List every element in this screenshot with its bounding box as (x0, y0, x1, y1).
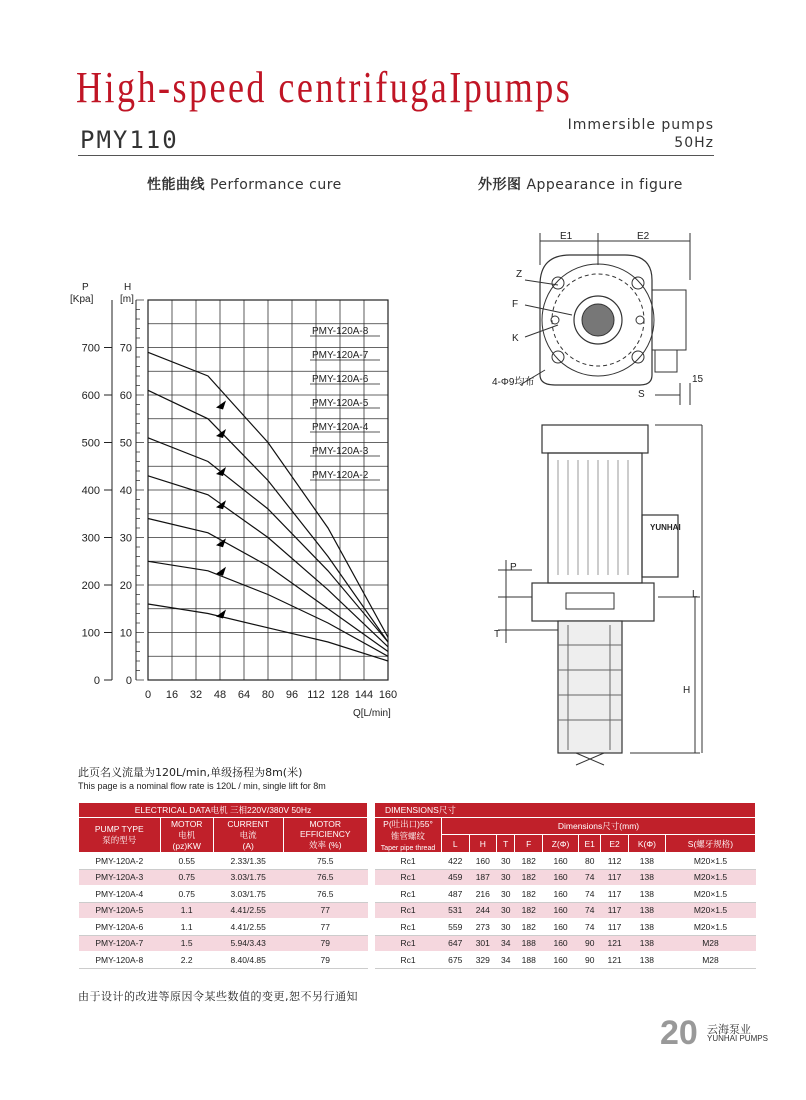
performance-title-en: Performance cure (209, 177, 342, 193)
table-cell: 74 (579, 886, 601, 903)
table-cell: 647 (442, 935, 470, 952)
col-current: CURRENT 电流 (A) (213, 818, 283, 853)
table-cell: M20×1.5 (665, 853, 755, 870)
y-axis-label-p-unit: [Kpa] (70, 294, 94, 305)
table-cell: 112 (601, 853, 629, 870)
dim-label-f: F (512, 299, 519, 310)
y-tick-label-p: 200 (81, 580, 100, 592)
dim-label-t: T (494, 629, 501, 640)
y-tick-label-h: 30 (119, 532, 132, 545)
y-tick-label-h: 60 (119, 390, 132, 402)
y-tick-label-h: 50 (119, 437, 132, 450)
table-cell: 160 (542, 935, 578, 952)
x-tick-label: 112 (307, 689, 325, 701)
table-cell: 74 (579, 919, 601, 936)
table-cell: PMY-120A-3 (79, 869, 161, 886)
table-row (375, 952, 756, 969)
table-cell: M20×1.5 (665, 919, 755, 936)
electrical-table-header-row (79, 818, 368, 853)
dimensions-header: Dimensions尺寸(mm) (442, 818, 756, 835)
performance-chart (70, 280, 410, 720)
table-cell: 1.1 (160, 902, 213, 919)
table-cell: PMY-120A-2 (79, 853, 161, 870)
table-cell: PMY-120A-8 (79, 952, 161, 969)
table-cell: 74 (579, 869, 601, 886)
y-tick-label-p: 500 (81, 437, 100, 450)
table-cell: 1.5 (160, 935, 213, 952)
brand-name-cn: 云海泵业 (707, 1023, 751, 1036)
table-cell: 459 (442, 869, 470, 886)
brand-name-en: YUNHAI PUMPS (707, 1034, 768, 1043)
table-cell: 301 (469, 935, 497, 952)
table-cell: 3.03/1.75 (213, 869, 283, 886)
dimension-column-header: E2 (601, 835, 629, 853)
subtitle-frequency: 50Hz (674, 135, 714, 151)
appearance-title-en: Appearance in figure (526, 177, 683, 193)
x-tick-label: 48 (213, 689, 227, 701)
appearance-drawing (480, 225, 720, 785)
performance-section-title (147, 174, 342, 194)
y-tick-label-p: 400 (81, 485, 100, 497)
table-cell: 117 (601, 869, 629, 886)
dim-label-holes: 4-Φ9均布 (492, 377, 535, 388)
table-row (375, 919, 756, 936)
x-tick-label: 144 (354, 689, 374, 701)
x-tick-label: 80 (261, 689, 275, 701)
table-cell: 74 (579, 902, 601, 919)
table-cell: Rc1 (375, 952, 442, 969)
table-cell: 0.55 (160, 853, 213, 870)
dim-label-p: P (510, 562, 517, 573)
table-cell: 138 (628, 952, 665, 969)
y-axis-label-h-unit: [m] (120, 294, 134, 305)
col-pump-type: PUMP TYPE 泵的型号 (79, 818, 161, 853)
table-cell: 1.1 (160, 919, 213, 936)
x-tick-label: 64 (237, 689, 251, 701)
y-tick-label-p: 0 (93, 675, 100, 687)
motor-brand-label: YUNHAI (650, 523, 681, 532)
table-cell: 187 (469, 869, 497, 886)
table-cell: 138 (628, 935, 665, 952)
y-axis-label-p-top: P (82, 282, 89, 293)
table-cell: 34 (497, 935, 515, 952)
table-cell: 79 (283, 935, 367, 952)
y-tick-label-p: 600 (81, 390, 100, 402)
table-cell: 90 (579, 952, 601, 969)
table-cell: 30 (497, 869, 515, 886)
table-cell: 80 (579, 853, 601, 870)
appearance-title-cn: 外形图 (478, 177, 522, 193)
rated-point-arrow (216, 401, 226, 410)
col-efficiency: MOTOR EFFICIENCY 效率 (%) (283, 818, 367, 853)
appearance-section-title (478, 174, 683, 194)
table-cell: Rc1 (375, 919, 442, 936)
table-row (375, 886, 756, 903)
dimensions-table (374, 802, 756, 969)
table-cell: 182 (515, 919, 543, 936)
dim-label-h: H (683, 685, 691, 696)
table-cell: 4.41/2.55 (213, 919, 283, 936)
series-label: PMY-120A-6 (312, 374, 369, 385)
table-cell: 559 (442, 919, 470, 936)
table-cell: 422 (442, 853, 470, 870)
table-cell: 0.75 (160, 869, 213, 886)
table-cell: 121 (601, 952, 629, 969)
y-tick-label-h: 10 (119, 627, 132, 640)
table-cell: 5.94/3.43 (213, 935, 283, 952)
table-cell: 117 (601, 902, 629, 919)
table-cell: 182 (515, 886, 543, 903)
table-row (375, 853, 756, 870)
table-cell: 182 (515, 853, 543, 870)
dimensions-table-title: DIMENSIONS尺寸 (375, 803, 756, 818)
table-cell: 160 (542, 886, 578, 903)
table-cell: 76.5 (283, 886, 367, 903)
dim-label-e1: E1 (560, 231, 573, 242)
table-cell: 30 (497, 902, 515, 919)
table-row (375, 869, 756, 886)
dimension-column-header: K(Φ) (628, 835, 665, 853)
y-tick-label-p: 700 (81, 342, 100, 355)
dim-label-z: Z (516, 269, 523, 280)
table-cell: 90 (579, 935, 601, 952)
y-tick-label-p: 300 (81, 532, 100, 545)
col-motor: MOTOR 电机 (pz)KW (160, 818, 213, 853)
electrical-data-table (78, 802, 368, 969)
dimensions-table-header-row (375, 818, 756, 835)
table-cell: 76.5 (283, 869, 367, 886)
dimension-column-header: L (442, 835, 470, 853)
x-tick-label: 32 (189, 689, 203, 701)
dim-label-15: 15 (692, 374, 704, 385)
table-cell: 2.2 (160, 952, 213, 969)
dimension-column-header: Z(Φ) (542, 835, 578, 853)
table-cell: M20×1.5 (665, 869, 755, 886)
table-row (375, 902, 756, 919)
table-cell: 188 (515, 935, 543, 952)
y-tick-label-h: 70 (119, 342, 132, 355)
table-cell: 75.5 (283, 853, 367, 870)
series-label: PMY-120A-7 (312, 350, 369, 361)
table-cell: M20×1.5 (665, 886, 755, 903)
model-number: PMY110 (80, 126, 179, 154)
table-cell: 182 (515, 869, 543, 886)
x-tick-label: 16 (165, 689, 179, 701)
rated-point-arrow (216, 429, 226, 438)
dimension-column-header: H (469, 835, 497, 853)
table-cell: 487 (442, 886, 470, 903)
dimension-column-header: T (497, 835, 515, 853)
table-cell: 160 (542, 919, 578, 936)
table-cell: PMY-120A-6 (79, 919, 161, 936)
y-axis-label-h-top: H (124, 282, 132, 293)
table-cell: 273 (469, 919, 497, 936)
table-row (79, 919, 368, 936)
table-row (79, 869, 368, 886)
table-cell: 121 (601, 935, 629, 952)
table-cell: PMY-120A-5 (79, 902, 161, 919)
table-cell: 117 (601, 919, 629, 936)
table-cell: 531 (442, 902, 470, 919)
y-tick-label-h: 40 (119, 485, 132, 497)
x-axis-label: Q[L/min] (353, 708, 391, 719)
page-title: High-speed centrifugaIpumps (76, 63, 573, 112)
table-cell: 138 (628, 853, 665, 870)
series-label: PMY-120A-3 (312, 446, 369, 457)
y-tick-label-h: 20 (119, 580, 132, 592)
series-label: PMY-120A-5 (312, 398, 369, 409)
table-cell: 160 (542, 952, 578, 969)
table-cell: Rc1 (375, 902, 442, 919)
table-cell: 77 (283, 919, 367, 936)
col-taper-thread: P(吐出口)55° 锥管螺纹 Taper pipe thread (375, 818, 442, 853)
table-cell: 329 (469, 952, 497, 969)
table-cell: Rc1 (375, 853, 442, 870)
table-cell: 30 (497, 886, 515, 903)
note-chinese: 此页名义流量为120L/min,单级扬程为8m(米) (78, 766, 303, 779)
table-row (79, 886, 368, 903)
table-cell: 138 (628, 919, 665, 936)
table-row (375, 935, 756, 952)
table-cell: 30 (497, 919, 515, 936)
table-cell: 244 (469, 902, 497, 919)
dim-label-e2: E2 (637, 231, 650, 242)
table-cell: PMY-120A-4 (79, 886, 161, 903)
table-cell: PMY-120A-7 (79, 935, 161, 952)
subtitle-pump-type: Immersible pumps (567, 117, 714, 133)
x-tick-label: 160 (378, 689, 398, 701)
x-tick-label: 128 (330, 689, 350, 701)
header-rule (78, 155, 714, 156)
electrical-table-title-row (79, 803, 368, 818)
note-english: This page is a nominal flow rate is 120L / min, single lift for 8m (78, 781, 326, 791)
table-row (79, 853, 368, 870)
dimension-column-header: S(螺牙规格) (665, 835, 755, 853)
table-cell: 138 (628, 902, 665, 919)
electrical-table-title: ELECTRICAL DATA电机 三相220V/380V 50Hz (79, 803, 368, 818)
table-cell: 160 (542, 902, 578, 919)
table-row (79, 902, 368, 919)
y-tick-label-p: 100 (81, 627, 100, 640)
table-cell: 4.41/2.55 (213, 902, 283, 919)
series-label: PMY-120A-8 (312, 326, 369, 337)
footer-disclaimer: 由于设计的改进等原因令某些数值的变更,恕不另行通知 (78, 990, 358, 1003)
x-tick-label: 96 (285, 689, 299, 701)
table-cell: 3.03/1.75 (213, 886, 283, 903)
table-cell: 79 (283, 952, 367, 969)
series-label: PMY-120A-4 (312, 422, 369, 433)
table-cell: 117 (601, 886, 629, 903)
table-cell: 138 (628, 869, 665, 886)
table-cell: 675 (442, 952, 470, 969)
table-cell: 77 (283, 902, 367, 919)
table-cell: 34 (497, 952, 515, 969)
table-cell: 188 (515, 952, 543, 969)
table-cell: 216 (469, 886, 497, 903)
dimension-column-header: F (515, 835, 543, 853)
y-tick-label-h: 0 (125, 675, 132, 687)
dim-label-k: K (512, 333, 519, 344)
table-cell: 182 (515, 902, 543, 919)
table-row (79, 952, 368, 969)
table-cell: 8.40/4.85 (213, 952, 283, 969)
table-cell: M28 (665, 935, 755, 952)
table-cell: M28 (665, 952, 755, 969)
dimensions-table-title-row (375, 803, 756, 818)
performance-title-cn: 性能曲线 (147, 177, 205, 193)
dim-label-s: S (638, 389, 645, 400)
dim-label-l: L (692, 589, 698, 600)
table-cell: M20×1.5 (665, 902, 755, 919)
x-tick-label: 0 (144, 689, 152, 701)
dimension-column-header: E1 (579, 835, 601, 853)
table-cell: 160 (542, 853, 578, 870)
table-cell: 160 (542, 869, 578, 886)
table-row (79, 935, 368, 952)
table-cell: 2.33/1.35 (213, 853, 283, 870)
table-cell: 0.75 (160, 886, 213, 903)
table-cell: 138 (628, 886, 665, 903)
page-number: 20 (660, 1014, 698, 1052)
table-cell: 30 (497, 853, 515, 870)
series-label: PMY-120A-2 (312, 470, 369, 481)
table-cell: Rc1 (375, 886, 442, 903)
table-cell: Rc1 (375, 935, 442, 952)
table-cell: Rc1 (375, 869, 442, 886)
table-cell: 160 (469, 853, 497, 870)
